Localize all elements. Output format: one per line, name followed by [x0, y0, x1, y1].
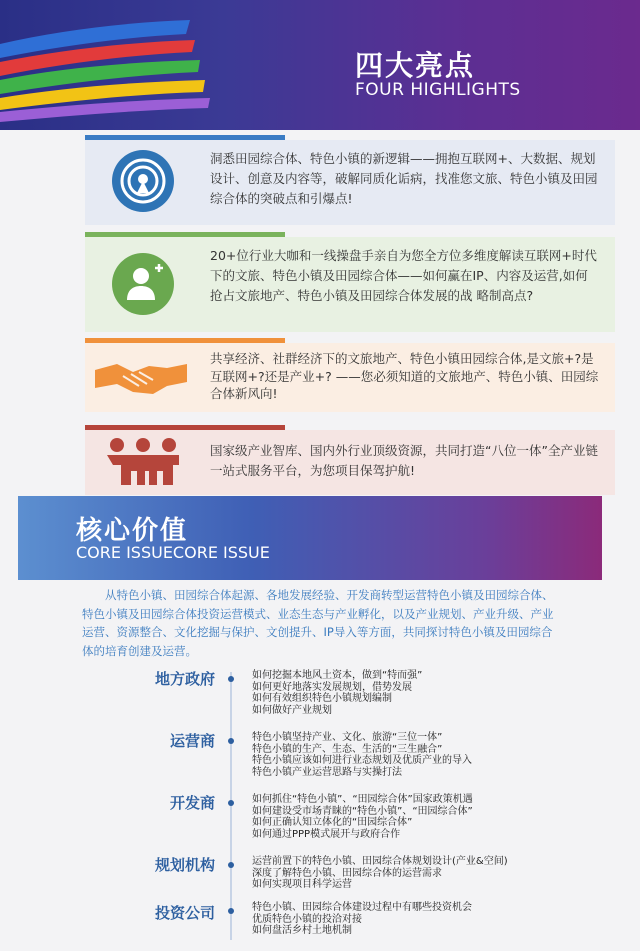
highlight-item [85, 232, 615, 332]
handshake-icon [93, 358, 189, 402]
highlight-text: 共享经济、社群经济下的文旅地产、特色小镇田园综合体,是文旅+?是互联网+?还是产业+? ——您必须知道的文旅地产、特色小镇、田园综合体新风向! [210, 351, 599, 401]
core-value-banner [18, 496, 602, 580]
timeline-dot [228, 738, 234, 744]
audience-label: 开发商 [169, 794, 215, 812]
audience-items [252, 794, 473, 840]
highlight-item [85, 425, 615, 495]
header-banner [0, 0, 640, 130]
list-item: 特色小镇应该如何进行业态规划及优质产业的导入 [252, 755, 472, 766]
list-item: 深度了解特色小镇、田园综合体的运营需求 [252, 867, 442, 879]
list-item: 特色小镇产业运营思路与实操打法 [252, 766, 402, 778]
timeline-dot [228, 862, 234, 868]
highlight-text: 洞悉田园综合体、特色小镇的新逻辑——拥抱互联网+、大数据、规划设计、创意及内容等，破解同质化诟病，找准您文旅、特色小镇及田园综合体的突破点和引爆点! [210, 151, 598, 206]
broadcast-icon [111, 149, 175, 217]
core-title: 核心价值 [76, 516, 189, 546]
audience-label: 运营商 [169, 732, 215, 750]
core-intro-paragraph: 从特色小镇、田园综合体起源、各地发展经验、开发商转型运营特色小镇及田园综合体、特色小镇及田园综合体投资运营模式、业态生态与产业孵化，以及产业规划、产业升级、产业运营、资源整合、文化挖掘与保护、文创提升、IP导入等方面，共同探讨特色小镇及田园综合体的培育创建及运营。 [82, 588, 554, 658]
list-item: 如何盘活乡村土地机制 [252, 925, 352, 936]
list-item: 如何通过PPP模式展开与政府合作 [252, 828, 401, 840]
team-icon [103, 435, 183, 491]
list-item: 特色小镇、田园综合体建设过程中有哪些投资机会 [252, 902, 472, 913]
audience-items [252, 902, 472, 937]
list-item: 优质特色小镇的投洽对接 [252, 913, 362, 925]
core-subtitle: CORE ISSUECORE ISSUE [76, 543, 270, 562]
list-item: 如何建设受市场青睐的“特色小镇”、“田园综合体” [252, 805, 473, 817]
list-item: 如何抓住“特色小镇”、“田园综合体”国家政策机遇 [252, 794, 473, 805]
list-item: 如何挖掘本地风土资本，做到“特而强” [252, 670, 423, 681]
list-item: 如何有效组织特色小镇规划编制 [252, 693, 392, 704]
audience-items [252, 856, 508, 891]
audience-label: 地方政府 [154, 670, 215, 688]
highlight-item [85, 338, 615, 412]
list-item: 运营前置下的特色小镇、田园综合体规划设计(产业&空间) [252, 856, 508, 867]
audience-label: 投资公司 [154, 904, 215, 922]
section-subtitle: FOUR HIGHLIGHTS [355, 80, 521, 100]
timeline-dot [228, 676, 234, 682]
list-item: 特色小镇坚持产业、文化、旅游“三位一体” [252, 732, 443, 743]
list-item: 如何正确认知立体化的“田园综合体” [252, 817, 413, 828]
list-item: 如何做好产业规划 [252, 704, 332, 716]
audience-label: 规划机构 [154, 856, 215, 874]
highlight-item [85, 135, 615, 225]
section-title: 四大亮点 [355, 49, 476, 82]
color-stripes-decoration [0, 0, 240, 130]
highlight-text: 国家级产业智库、国内外行业顶级资源，共同打造“八位一体”全产业链一站式服务平台，为您项目保驾护航! [210, 443, 598, 478]
timeline-dot [228, 908, 234, 914]
list-item: 特色小镇的生产、生态、生活的“三生融合” [252, 743, 443, 755]
list-item: 如何实现项目科学运营 [252, 879, 352, 890]
audience-items [252, 732, 472, 778]
highlight-text: 20+位行业大咖和一线操盘手亲自为您全方位多维度解读互联网+时代下的文旅、特色小镇及田园综合体——如何赢在IP、内容及运营,如何抢占文旅地产、特色小镇及田园综合体发展的战 略制高点? [210, 248, 597, 303]
timeline-line [230, 672, 232, 940]
user-add-icon [111, 252, 175, 320]
timeline-dot [228, 800, 234, 806]
audience-items [252, 670, 422, 716]
list-item: 如何更好地落实发展规划，借势发展 [252, 681, 412, 693]
